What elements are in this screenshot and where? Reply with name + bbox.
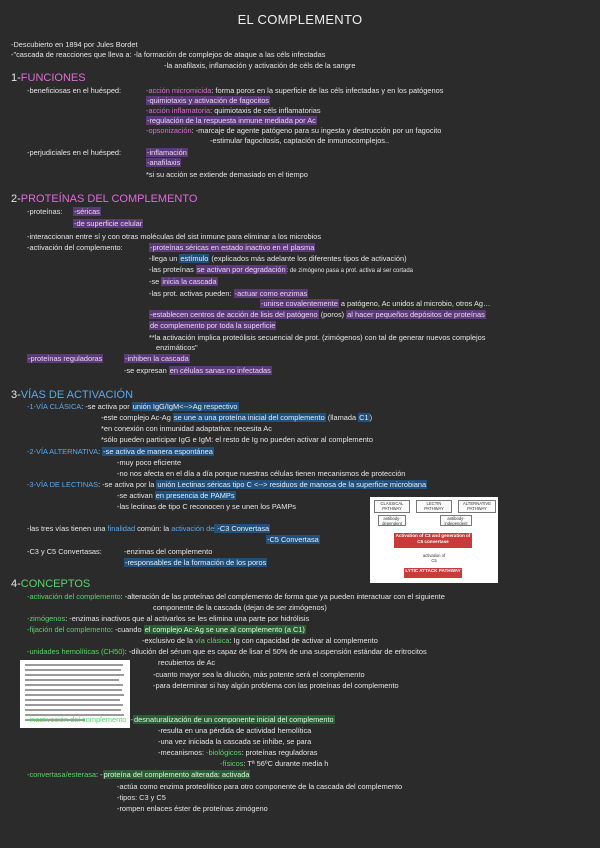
section-3-title: VÍAS DE ACTIVACIÓN <box>20 389 134 401</box>
s2-act3-c: : de zimógeno pasa a prot. activa al ser cortada <box>286 268 413 274</box>
s3-l1-a: : -se activa por la <box>98 480 157 489</box>
s1-ben3-key: -acción inflamatoria <box>146 106 211 115</box>
s2-reg2-a: -se expresan <box>124 366 169 375</box>
s1-beneficial-3 <box>146 106 321 115</box>
s2-activation-6 <box>260 299 490 308</box>
s4-fij-label: -fijación del complemento <box>27 625 111 634</box>
s4-inactivation-2: -resulta en una pérdida de actividad hemolítica <box>158 726 312 735</box>
s3-final-1 <box>27 524 270 533</box>
section-2-heading <box>11 193 197 205</box>
s4-fij1-b: el complejo Ac-Ag se une al complemento (a C1) <box>144 625 305 634</box>
s2-act2-a: -llega un <box>149 254 180 263</box>
s3-fin2-text: -C5 Convertasa <box>267 535 319 544</box>
alternative-pathway-box: ALTERNATIVE PATHWAY <box>458 500 496 513</box>
s2-reg2-b: en células sanas no infectadas <box>169 366 271 375</box>
s3-final-2 <box>266 535 320 544</box>
s3-fin1-d: activación de <box>171 524 215 533</box>
s4-hemolytic-4: -para determinar si hay algún problema con las proteínas del complemento <box>153 681 399 690</box>
s4-fij2-c: : Ig con capacidad de activar al complemento <box>229 636 378 645</box>
s3-c2-b: se une a una proteína inicial del complemento <box>173 413 325 422</box>
s4-inactivation-5 <box>220 759 328 768</box>
s1-harmful-2 <box>146 158 181 167</box>
s2-regulators-1 <box>124 354 190 363</box>
s3-alternative-1 <box>27 447 214 456</box>
s3-alternative-2: -muy poco eficiente <box>117 458 182 467</box>
s1-ben5-text: : -marcaje de agente patógeno para su ingesta y destrucción por un fagocito <box>191 126 442 135</box>
s4-convertase-1 <box>27 770 250 779</box>
s4-ce1-a: : - <box>96 770 103 779</box>
s3-fin1-c: común: la <box>135 524 172 533</box>
s3-convertases-1: -enzimas del complemento <box>124 547 213 556</box>
s3-classical-2 <box>101 413 372 422</box>
s4-in4-a: -mecanismos: <box>158 748 207 757</box>
antibody-dependent-box: antibody-dependent <box>378 515 406 526</box>
s1-beneficial-5c: -estimular fagocitosis, captación de inmunocomplejos.. <box>210 136 390 145</box>
intro-line-2-text: -la formación de complejos de ataque a las céls infectadas <box>133 50 326 59</box>
s3-c2-d: C1 <box>359 413 369 422</box>
s3-c2-e: ) <box>369 413 373 422</box>
s2-act3-a: -las proteínas <box>149 265 196 274</box>
section-2-title: PROTEÍNAS DEL COMPLEMENTO <box>20 193 198 205</box>
s3-lectin-2 <box>117 491 236 500</box>
s4-zymogens <box>27 614 309 623</box>
s4-ce-label: -convertasa/esterasa <box>27 770 97 779</box>
s4-in5-b: : Tª 56ºC durante media h <box>243 759 329 768</box>
s3-fin1-b: finalidad <box>107 524 136 533</box>
s4-ac1-text: : -alteración de las proteínas del complemento de forma que ya pueden interactuar con el siguiente <box>120 592 445 601</box>
s4-in1-b: desnaturalización de un componente inicial del complemento <box>134 715 334 724</box>
s3-alternative-3: -no nos afecta en el día a día porque nuestras células tienen mecanismos de protección <box>117 469 406 478</box>
s1-ben2-text: -quimiotaxis y activación de fagocitos <box>147 96 270 105</box>
s2-activation-10: enzimáticos" <box>156 343 198 352</box>
s3-alternative-label: -2-VÍA ALTERNATIVA <box>27 447 99 456</box>
s1-ben1-text: : forma poros en la superficie de las céls infectadas y en los patógenos <box>211 86 444 95</box>
s4-in-label: -inactivación del complemento <box>27 715 127 724</box>
s2-activation-3 <box>149 265 413 276</box>
s2-act7-b: (poros) <box>318 310 347 319</box>
s2-act6-a: -unirse covalentemente <box>261 299 338 308</box>
s2-act4-a: -se <box>149 277 162 286</box>
pathways-diagram <box>370 497 498 583</box>
s4-fixation-2 <box>142 636 378 645</box>
s2-act6-b: a patógeno, Ac unidos al microbio, otros Ag… <box>338 299 491 308</box>
lytic-pathway-box: LYTIC ATTACK PATHWAY <box>404 568 462 578</box>
s3-conv2-text: -responsables de la formación de los poros <box>125 558 267 567</box>
s4-in1-a: : - <box>126 715 133 724</box>
s1-harmful-note: *si su acción se extiende demasiado en el tiempo <box>146 170 308 179</box>
section-2-number: 2- <box>11 193 21 205</box>
s3-fin1-e: -C3 Convertasa <box>215 524 270 533</box>
s3-l2-b: en presencia de PAMPs <box>155 491 235 500</box>
s2-act2-c: (explicados más adelante los diferentes tipos de activación) <box>209 254 407 263</box>
s2-activation-label: -activación del complemento: <box>27 243 123 252</box>
section-4-number: 4- <box>11 578 21 590</box>
s4-fij2-a: -exclusivo de la <box>142 636 195 645</box>
s1-harmful-label: -perjudiciales en el huésped: <box>27 148 122 157</box>
section-3-heading <box>11 389 133 401</box>
s3-lectin-1 <box>27 480 427 489</box>
s2-regulators-2 <box>124 366 272 375</box>
s3-l1-b: unión Lectinas séricas tipo C <--> residuos de manosa de la superficie microbiana <box>157 480 427 489</box>
s4-in4-b: -biológicos <box>206 748 242 757</box>
s3-convertases-2 <box>124 558 267 567</box>
s1-ben5-key: -opsonización <box>146 126 192 135</box>
s3-classical-label: -1-VÍA CLÁSICA <box>27 402 82 411</box>
page-title: EL COMPLEMENTO <box>237 12 363 27</box>
s4-hemolytic-2: recubiertos de Ac <box>158 658 216 667</box>
s3-c2-a: -este complejo Ac-Ag <box>101 413 173 422</box>
s2-activation-9: **la activación implica proteólisis secuencial de prot. (zimógenos) con tal de generar nuevos complejos <box>149 333 486 342</box>
s2-interaction: -interaccionan entre sí y con otras moléculas del sist inmune para eliminar a los microbios <box>27 232 322 241</box>
s2-act5-a: -las prot. activas pueden: <box>149 289 234 298</box>
s3-c1-b: unión IgG/IgM<-->Ag respectivo <box>132 402 238 411</box>
s3-a1-b: -se activa de manera espontánea <box>103 447 213 456</box>
s2-reg1-text: -inhiben la cascada <box>125 354 189 363</box>
s4-fij1-a: : -cuando <box>110 625 144 634</box>
section-3-number: 3- <box>11 389 21 401</box>
s4-inactivation-4 <box>158 748 317 757</box>
intro-line-2 <box>11 50 325 59</box>
s4-in5-a: -físicos <box>220 759 244 768</box>
s2-reg-label-text: -proteínas reguladoras <box>28 354 103 363</box>
s2-act7-a: -establecen centros de acción de lisis del patógeno <box>150 310 318 319</box>
section-1-heading <box>11 72 86 84</box>
s2-proteins-label: -proteínas: <box>27 207 63 216</box>
s4-uh1-text: : -dilución del sérum que es capaz de lisar el 50% de una suspensión estándar de eritrocitos <box>124 647 427 656</box>
s1-per1-text: -inflamación <box>147 148 187 157</box>
s1-per2-text: -anafilaxis <box>147 158 181 167</box>
s4-hemolytic-3: -cuanto mayor sea la dilución, más potente será el complemento <box>153 670 365 679</box>
s3-classical-3: *en conexión con inmunidad adaptativa: necesita Ac <box>101 424 272 433</box>
s1-ben4-text: -regulación de la respuesta inmune mediada por Ac <box>147 116 316 125</box>
s2-act8-text: de complemento por toda la superficie <box>150 321 276 330</box>
s3-l2-a: -se activan <box>117 491 155 500</box>
s2-act5-b: -actuar como enzimas <box>234 289 308 298</box>
s4-zim1-text: : -enzimas inactivos que al activarlos se les elimina una parte por hidrólisis <box>65 614 310 623</box>
s3-classical-1 <box>27 402 239 411</box>
s1-beneficial-label: -beneficiosas en el huésped: <box>27 86 122 95</box>
s4-fij2-b: vía clásica <box>195 636 230 645</box>
s2-act1-text: -proteínas séricas en estado inactivo en el plasma <box>150 243 315 252</box>
s2-act7-c: al hacer pequeños depósitos de proteínas <box>347 310 485 319</box>
c5-activation-label: activation of C5 <box>422 553 446 563</box>
classical-pathway-box: CLASSICAL PATHWAY <box>374 500 410 513</box>
intro-line-3: -la anafilaxis, inflamación y activación de céls de la sangre <box>164 61 356 70</box>
s4-ac-label: -activación del complemento <box>27 592 121 601</box>
s3-lectin-label: -3-VÍA DE LECTINAS <box>27 480 99 489</box>
s2-activation-2 <box>149 254 407 263</box>
s4-convertase-3: -tipos: C3 y C5 <box>117 793 166 802</box>
section-1-number: 1- <box>11 72 21 84</box>
s2-proteins-2 <box>73 219 143 228</box>
s2-activation-7 <box>149 310 486 319</box>
s3-fin1-a: -las tres vías tienen una <box>27 524 108 533</box>
s4-convertase-2: -actúa como enzima proteolítico para otro componente de la cascada del complemento <box>117 782 403 791</box>
s4-fixation-1 <box>27 625 306 634</box>
intro-line-2-label: -"cascada de reacciones que lleva a: <box>11 50 132 59</box>
s3-convertases-label: -C3 y C5 Convertasas: <box>27 547 102 556</box>
antibody-independent-box: antibody-independent <box>440 515 472 526</box>
s2-activation-4 <box>149 277 218 286</box>
s4-activation-1 <box>27 592 445 601</box>
section-4-heading <box>11 578 90 590</box>
s4-activation-2: componente de la cascada (dejan de ser zimógenos) <box>153 603 327 612</box>
s1-beneficial-5 <box>146 126 441 135</box>
s3-lectin-3: -las lectinas de tipo C reconocen y se unen los PAMPs <box>117 502 296 511</box>
s2-act2-b: estímulo <box>180 254 209 263</box>
s2-prot2-text: -de superficie celular <box>74 219 143 228</box>
s4-in4-c: : proteínas reguladoras <box>241 748 318 757</box>
s4-inactivation-1 <box>27 715 335 724</box>
s3-c1-a: : -se activa por <box>81 402 132 411</box>
intro-line-1: -Descubierto en 1894 por Jules Bordet <box>11 40 138 49</box>
s1-ben1-key: -acción micromicida <box>146 86 212 95</box>
s3-a1-a: : <box>98 447 103 456</box>
s4-ce1-b: proteína del complemento alterada: activada <box>103 770 250 779</box>
s2-act4-b: inicia la cascada <box>162 277 217 286</box>
s2-proteins-1 <box>73 207 101 216</box>
s1-beneficial-4 <box>146 116 317 125</box>
s2-activation-1 <box>149 243 315 252</box>
s4-zim-label: -zimógenos <box>27 614 66 623</box>
s1-ben3-text: : quimiotaxis de céls inflamatorias <box>210 106 321 115</box>
s4-inactivation-3: -una vez iniciada la cascada se inhibe, se para <box>158 737 312 746</box>
lectin-pathway-box: LECTIN PATHWAY <box>416 500 452 513</box>
section-1-title: FUNCIONES <box>20 72 86 84</box>
s2-act3-b: se activan por degradación <box>196 265 286 274</box>
s1-harmful-1 <box>146 148 188 157</box>
s2-activation-5 <box>149 289 308 298</box>
s2-regulators-label <box>27 354 103 363</box>
section-4-title: CONCEPTOS <box>20 578 91 590</box>
s3-classical-4: *sólo pueden participar IgG e IgM: el resto de Ig no pueden activar al complemento <box>101 435 373 444</box>
s4-uh-label: -unidades hemolíticas (CH50) <box>27 647 125 656</box>
s2-prot1-text: -séricas <box>74 207 100 216</box>
s2-activation-8 <box>149 321 276 330</box>
s4-convertase-4: -rompen enlaces éster de proteínas zimógeno <box>117 804 268 813</box>
s1-beneficial-1 <box>146 86 443 95</box>
c3-activation-box: Activation of C3 and generation of C5 convertase <box>394 533 472 548</box>
s1-beneficial-2 <box>146 96 270 105</box>
s3-c2-c: (llamada <box>325 413 359 422</box>
s4-hemolytic-1 <box>27 647 427 656</box>
